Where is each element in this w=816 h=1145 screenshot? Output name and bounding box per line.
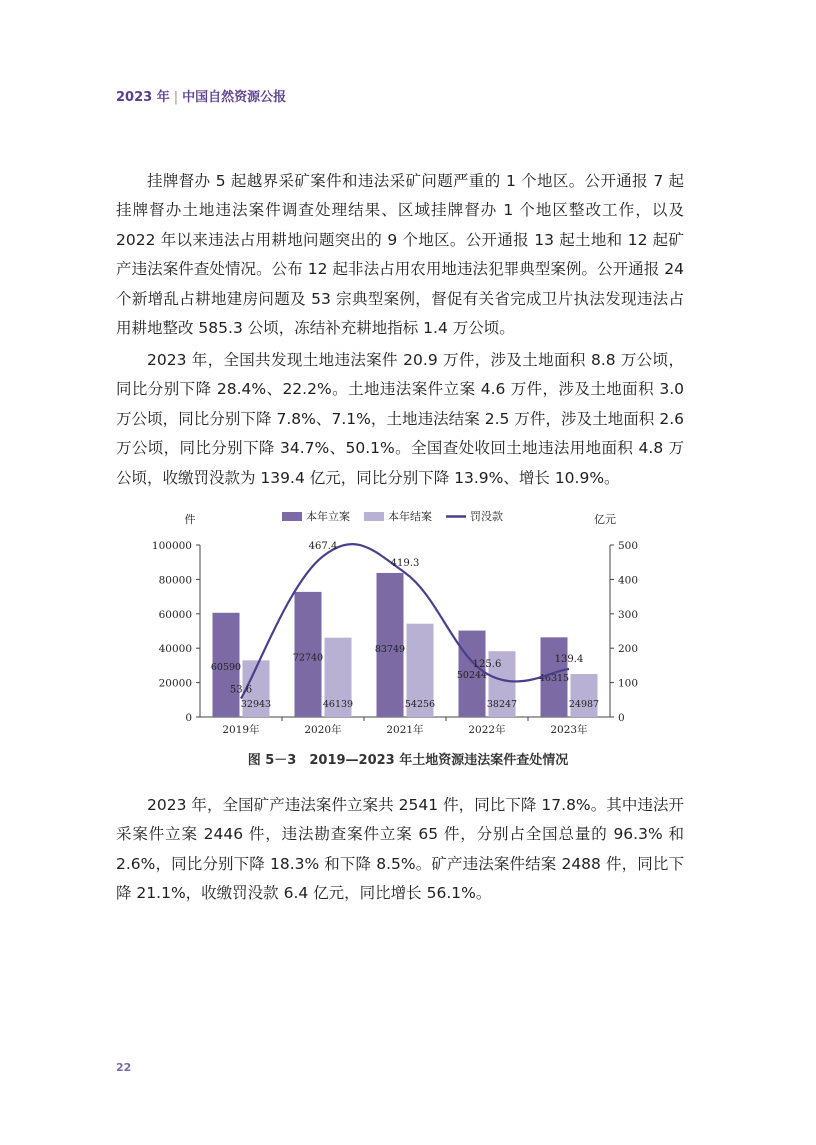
y-left-tick-label: 20000 <box>158 677 192 690</box>
header-year: 2023 年 <box>116 90 170 105</box>
land-violation-chart <box>140 505 660 745</box>
bar-data-label: 72740 <box>292 652 324 664</box>
bar-data-label: 32943 <box>240 699 272 710</box>
header-separator: | <box>173 90 179 105</box>
y-right-tick-label: 100 <box>618 677 639 690</box>
legend-swatch <box>364 512 384 521</box>
bar-closed <box>568 674 600 717</box>
page-number: 22 <box>116 1061 132 1074</box>
bar-data-label: 60590 <box>210 662 242 674</box>
legend-swatch <box>282 512 302 521</box>
bar-data-label: 46139 <box>322 699 354 710</box>
line-data-label: 125.6 <box>472 658 502 670</box>
header-title: 中国自然资源公报 <box>182 90 287 105</box>
y-left-unit: 件 <box>184 513 196 526</box>
legend-label: 本年立案 <box>306 510 350 523</box>
line-data-label: 419.3 <box>390 557 420 569</box>
bar-data-label: 83749 <box>374 644 406 656</box>
x-tick-label: 2019年 <box>222 724 260 736</box>
y-right-tick-label: 500 <box>618 540 639 552</box>
y-left-tick-label: 0 <box>185 712 192 724</box>
bar-data-label: 46315 <box>538 673 570 685</box>
legend-label: 罚没款 <box>470 510 503 523</box>
line-data-label: 53.6 <box>229 684 253 696</box>
x-tick-label: 2023年 <box>550 724 588 736</box>
x-tick-label: 2020年 <box>304 724 342 736</box>
y-right-tick-label: 0 <box>618 712 625 724</box>
y-right-unit: 亿元 <box>594 513 616 526</box>
y-left-tick-label: 40000 <box>158 643 192 656</box>
bar-data-label: 50244 <box>456 670 488 682</box>
paragraph-2: 2023 年，全国共发现土地违法案件 20.9 万件，涉及土地面积 8.8 万公顷，同比分别下降 28.4%、22.2%。土地违法案件立案 4.6 万件，涉及土地面积 3.0 万公顷，同比分别下降 7.8%、7.1%，土地违法结案 2.5 万件，涉及土地面积 2.6 万公顷，同比分别下降 34.7%、50.1%。全国查处收回土地违法用地面积 4.8 万公顷，收缴罚没款为 139.4 亿元，同比分别下降 13.9%、增长 10.9%。 <box>116 351 684 487</box>
bar-data-label: 54256 <box>404 699 436 710</box>
x-tick-label: 2021年 <box>386 724 424 736</box>
figure-caption: 图 5－3 2019—2023 年土地资源违法案件查处情况 <box>247 753 569 768</box>
legend-label: 本年结案 <box>388 510 432 523</box>
line-data-label: 467.4 <box>308 541 338 553</box>
x-tick-label: 2022年 <box>468 724 506 736</box>
y-right-tick-label: 300 <box>618 608 639 621</box>
bar-data-label: 38247 <box>486 699 518 710</box>
y-right-tick-label: 200 <box>618 643 639 656</box>
bar-data-label: 24987 <box>568 699 600 710</box>
paragraph-1: 挂牌督办 5 起越界采矿案件和违法采矿问题严重的 1 个地区。公开通报 7 起挂牌督办土地违法案件调查处理结果、区域挂牌督办 1 个地区整改工作，以及 2022 年以来违法占用耕地问题突出的 9 个地区。公开通报 13 起土地和 12 起矿产违法案件查处情况。公布 12 起非法占用农用地违法犯罪典型案例。公开通报 24 个新增乱占耕地建房问题及 53 宗典型案例，督促有关省完成卫片执法发现违法占用耕地整改 585.3 公顷，冻结补充耕地指标 1.4 万公顷。 <box>116 172 684 338</box>
y-left-tick-label: 100000 <box>151 540 192 552</box>
paragraph-3: 2023 年，全国矿产违法案件立案共 2541 件，同比下降 17.8%。其中违法开采案件立案 2446 件，违法勘查案件立案 65 件，分别占全国总量的 96.3% 和 2.6%，同比分别下降 18.3% 和下降 8.5%。矿产违法案件结案 2488 件，同比下降 21.1%，收缴罚没款 6.4 亿元，同比增长 56.1%。 <box>116 796 684 903</box>
y-left-tick-label: 60000 <box>158 608 192 621</box>
page-header <box>116 86 286 105</box>
y-left-tick-label: 80000 <box>158 574 192 587</box>
y-right-tick-label: 400 <box>618 574 639 587</box>
line-data-label: 139.4 <box>554 654 584 666</box>
